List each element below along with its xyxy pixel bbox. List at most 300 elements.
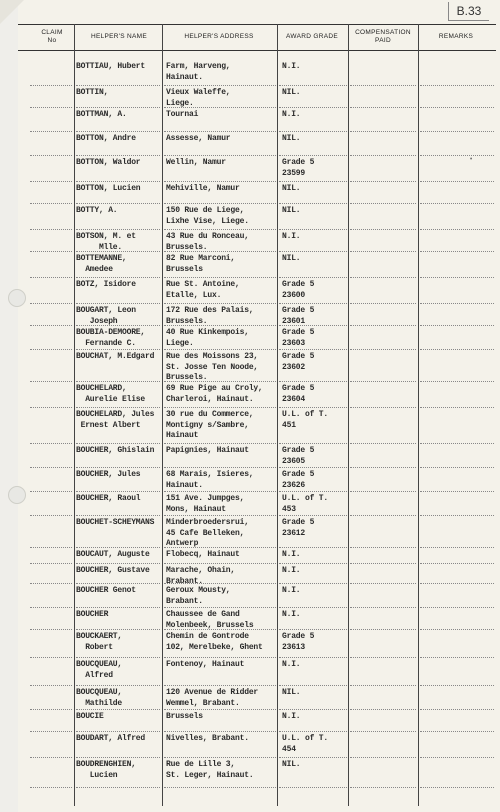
- dotted-rule: [350, 467, 416, 468]
- table-row: [0, 254, 500, 280]
- dotted-rule: [279, 515, 347, 516]
- dotted-rule: [350, 757, 416, 758]
- dotted-rule: [30, 515, 72, 516]
- table-row: [0, 446, 500, 470]
- dotted-rule: [30, 155, 72, 156]
- dotted-rule: [30, 349, 72, 350]
- dotted-rule: [30, 107, 72, 108]
- table-row: [0, 134, 500, 158]
- dotted-rule: [279, 443, 347, 444]
- cell-grade: NIL.: [282, 88, 301, 97]
- dotted-rule: [350, 131, 416, 132]
- cell-address: Nivelles, Brabant.: [166, 734, 249, 743]
- dotted-rule: [279, 757, 347, 758]
- cell-name: BOUCKAERT, Robert: [76, 632, 123, 652]
- dotted-rule: [164, 107, 276, 108]
- dotted-rule: [164, 607, 276, 608]
- cell-name: BOTTIN,: [76, 88, 109, 97]
- table-row: [0, 734, 500, 760]
- cell-address: Tournai: [166, 110, 199, 119]
- cell-name: BOTTON, Lucien: [76, 184, 141, 193]
- dotted-rule: [420, 349, 494, 350]
- dotted-rule: [30, 407, 72, 408]
- dotted-rule: [164, 547, 276, 548]
- cell-grade: N.I.: [282, 232, 301, 241]
- cell-name: BOUCHER: [76, 610, 109, 619]
- table-row: [0, 306, 500, 328]
- dotted-rule: [76, 155, 160, 156]
- dotted-rule: [350, 491, 416, 492]
- dotted-rule: [76, 229, 160, 230]
- dotted-rule: [30, 731, 72, 732]
- dotted-rule: [420, 303, 494, 304]
- cell-address: 30 rue du Commerce, Montigny s/Sambre, Hainaut: [166, 410, 254, 440]
- cell-name: BOUCHER Genot: [76, 586, 136, 595]
- dotted-rule: [76, 107, 160, 108]
- cell-address: Rue St. Antoine, Etalle, Lux.: [166, 280, 240, 300]
- cell-name: BOTTON, Waldor: [76, 158, 141, 167]
- dotted-rule: [30, 491, 72, 492]
- cell-address: Rue des Moissons 23, St. Josse Ten Noode, Brussels.: [166, 352, 259, 382]
- dotted-rule: [164, 563, 276, 564]
- dotted-rule: [76, 709, 160, 710]
- dotted-rule: [350, 155, 416, 156]
- dotted-rule: [350, 657, 416, 658]
- dotted-rule: [76, 607, 160, 608]
- dotted-rule: [76, 325, 160, 326]
- dotted-rule: [350, 583, 416, 584]
- cell-name: BOUDART, Alfred: [76, 734, 146, 743]
- cell-name: BOUCHET-SCHEYMANS: [76, 518, 155, 527]
- cell-grade: Grade 5 23612: [282, 518, 315, 538]
- table-row: [0, 110, 500, 134]
- dotted-rule: [164, 709, 276, 710]
- cell-grade: Grade 5 23601: [282, 306, 315, 326]
- cell-name: BOTTMAN, A.: [76, 110, 127, 119]
- dotted-rule: [30, 181, 72, 182]
- cell-grade: N.I.: [282, 586, 301, 595]
- dotted-rule: [350, 181, 416, 182]
- dotted-rule: [350, 731, 416, 732]
- dotted-rule: [279, 657, 347, 658]
- dotted-rule: [420, 629, 494, 630]
- dotted-rule: [164, 407, 276, 408]
- dotted-rule: [76, 467, 160, 468]
- dotted-rule: [30, 629, 72, 630]
- table-row: [0, 494, 500, 518]
- cell-grade: Grade 5 23602: [282, 352, 315, 372]
- dotted-rule: [30, 229, 72, 230]
- dotted-rule: [76, 407, 160, 408]
- dotted-rule: [350, 709, 416, 710]
- dotted-rule: [76, 131, 160, 132]
- cell-grade: N.I.: [282, 62, 301, 71]
- cell-name: BOUBIA-DEMOORE, Fernande C.: [76, 328, 146, 348]
- dotted-rule: [76, 349, 160, 350]
- cell-grade: Grade 5 23626: [282, 470, 315, 490]
- cell-name: BOUGART, Leon Joseph: [76, 306, 136, 326]
- dotted-rule: [279, 251, 347, 252]
- table-row: [0, 352, 500, 384]
- dotted-rule: [164, 131, 276, 132]
- dotted-rule: [350, 85, 416, 86]
- dotted-rule: [164, 277, 276, 278]
- dotted-rule: [420, 787, 494, 788]
- dotted-rule: [30, 757, 72, 758]
- dotted-rule: [30, 563, 72, 564]
- cell-grade: N.I.: [282, 610, 301, 619]
- dotted-rule: [350, 563, 416, 564]
- dotted-rule: [350, 349, 416, 350]
- dotted-rule: [279, 583, 347, 584]
- table-row: [0, 88, 500, 110]
- cell-name: BOUCHELARD, Jules Ernest Albert: [76, 410, 155, 430]
- cell-grade: NIL.: [282, 134, 301, 143]
- dotted-rule: [420, 467, 494, 468]
- dotted-rule: [76, 657, 160, 658]
- table-row: [0, 384, 500, 410]
- dotted-rule: [30, 203, 72, 204]
- dotted-rule: [164, 583, 276, 584]
- cell-name: BOTZ, Isidore: [76, 280, 136, 289]
- dotted-rule: [420, 181, 494, 182]
- dotted-rule: [30, 607, 72, 608]
- dotted-rule: [279, 731, 347, 732]
- dotted-rule: [76, 563, 160, 564]
- dotted-rule: [76, 251, 160, 252]
- cell-grade: U.L. of T. 454: [282, 734, 329, 754]
- dotted-rule: [420, 657, 494, 658]
- dotted-rule: [350, 229, 416, 230]
- dotted-rule: [76, 731, 160, 732]
- cell-address: 172 Rue des Palais, Brussels.: [166, 306, 254, 326]
- cell-address: 40 Rue Kinkempois, Liege.: [166, 328, 249, 348]
- dotted-rule: [279, 155, 347, 156]
- dotted-rule: [279, 381, 347, 382]
- dotted-rule: [164, 491, 276, 492]
- dotted-rule: [76, 629, 160, 630]
- dotted-rule: [76, 583, 160, 584]
- dotted-rule: [30, 303, 72, 304]
- page-reference: B.33: [448, 2, 489, 21]
- dotted-rule: [279, 85, 347, 86]
- cell-name: BOTTY, A.: [76, 206, 118, 215]
- cell-grade: NIL.: [282, 688, 301, 697]
- cell-name: BOTSON, M. et Mlle.: [76, 232, 136, 252]
- dotted-rule: [279, 349, 347, 350]
- header-helper-address: HELPER'S ADDRESS: [184, 33, 254, 40]
- dotted-rule: [164, 155, 276, 156]
- dotted-rule: [164, 303, 276, 304]
- dotted-rule: [30, 325, 72, 326]
- table-row: [0, 158, 500, 184]
- table-row: [0, 62, 500, 88]
- cell-name: BOUDRENGHIEN, Lucien: [76, 760, 136, 780]
- cell-address: Wellin, Namur: [166, 158, 226, 167]
- cell-grade: Grade 5 23604: [282, 384, 315, 404]
- cell-grade: Grade 5 23613: [282, 632, 315, 652]
- cell-grade: NIL.: [282, 760, 301, 769]
- cell-grade: NIL.: [282, 206, 301, 215]
- cell-name: BOTTON, Andre: [76, 134, 136, 143]
- dotted-rule: [76, 515, 160, 516]
- cell-address: Fontenoy, Hainaut: [166, 660, 245, 669]
- dotted-rule: [420, 381, 494, 382]
- dotted-rule: [420, 757, 494, 758]
- header-claim-no: CLAIM No: [41, 29, 63, 44]
- header-remarks: REMARKS: [438, 33, 474, 40]
- dotted-rule: [30, 131, 72, 132]
- cell-address: 68 Marais, Isieres, Hainaut.: [166, 470, 254, 490]
- dotted-rule: [350, 381, 416, 382]
- dotted-rule: [350, 107, 416, 108]
- dotted-rule: [420, 709, 494, 710]
- dotted-rule: [76, 203, 160, 204]
- dotted-rule: [164, 325, 276, 326]
- cell-grade: Grade 5 23599: [282, 158, 315, 178]
- cell-address: Mehiville, Namur: [166, 184, 240, 193]
- table-row: [0, 688, 500, 712]
- dotted-rule: [350, 325, 416, 326]
- dotted-rule: [420, 443, 494, 444]
- dotted-rule: [420, 277, 494, 278]
- dotted-rule: [279, 181, 347, 182]
- dotted-rule: [76, 85, 160, 86]
- header-helper-name: HELPER'S NAME: [90, 33, 148, 40]
- dotted-rule: [76, 303, 160, 304]
- dotted-rule: [350, 607, 416, 608]
- table-row: [0, 660, 500, 688]
- cell-name: BOUCHER, Gustave: [76, 566, 150, 575]
- dotted-rule: [30, 277, 72, 278]
- dotted-rule: [30, 787, 72, 788]
- cell-address: Farm, Harveng, Hainaut.: [166, 62, 231, 82]
- dotted-rule: [420, 131, 494, 132]
- cell-name: BOTTIAU, Hubert: [76, 62, 146, 71]
- dotted-rule: [279, 107, 347, 108]
- table-row: [0, 586, 500, 610]
- table-row: [0, 232, 500, 254]
- table-row: [0, 470, 500, 494]
- header-top-rule: [18, 24, 496, 25]
- dotted-rule: [76, 685, 160, 686]
- dotted-rule: [76, 277, 160, 278]
- dotted-rule: [30, 443, 72, 444]
- dotted-rule: [350, 547, 416, 548]
- cell-name: BOUCHELARD, Aurelie Elise: [76, 384, 146, 404]
- cell-address: Papignies, Hainaut: [166, 446, 249, 455]
- dotted-rule: [279, 325, 347, 326]
- dotted-rule: [30, 685, 72, 686]
- table-row: [0, 632, 500, 660]
- dotted-rule: [420, 731, 494, 732]
- cell-name: BOUCHER, Jules: [76, 470, 141, 479]
- table-row: [0, 760, 500, 790]
- dotted-rule: [279, 229, 347, 230]
- dotted-rule: [279, 685, 347, 686]
- stray-mark: •: [469, 156, 474, 164]
- cell-address: Flobecq, Hainaut: [166, 550, 240, 559]
- cell-name: BOUCQUEAU, Mathilde: [76, 688, 123, 708]
- dotted-rule: [420, 251, 494, 252]
- dotted-rule: [350, 515, 416, 516]
- dotted-rule: [164, 203, 276, 204]
- dotted-rule: [164, 467, 276, 468]
- table-row: [0, 518, 500, 550]
- dotted-rule: [164, 443, 276, 444]
- cell-grade: Grade 5 23605: [282, 446, 315, 466]
- table-row: [0, 712, 500, 734]
- dotted-rule: [164, 251, 276, 252]
- cell-grade: U.L. of T. 453: [282, 494, 329, 514]
- table-row: [0, 410, 500, 446]
- dotted-rule: [164, 381, 276, 382]
- dotted-rule: [420, 607, 494, 608]
- cell-address: Chaussee de Gand Molenbeek, Brussels: [166, 610, 254, 630]
- dotted-rule: [279, 607, 347, 608]
- cell-name: BOUCHAT, M.Edgard: [76, 352, 155, 361]
- dotted-rule: [420, 229, 494, 230]
- dotted-rule: [279, 203, 347, 204]
- table-row: [0, 566, 500, 586]
- cell-grade: Grade 5 23603: [282, 328, 315, 348]
- cell-name: BOUCHER, Ghislain: [76, 446, 155, 455]
- dotted-rule: [30, 85, 72, 86]
- dotted-rule: [30, 467, 72, 468]
- dotted-rule: [164, 229, 276, 230]
- dotted-rule: [279, 547, 347, 548]
- dotted-rule: [420, 563, 494, 564]
- header-compensation-paid: COMPENSATION PAID: [355, 29, 411, 44]
- dotted-rule: [420, 407, 494, 408]
- dotted-rule: [76, 443, 160, 444]
- table-row: [0, 206, 500, 232]
- dotted-rule: [279, 467, 347, 468]
- cell-grade: N.I.: [282, 110, 301, 119]
- dotted-rule: [164, 657, 276, 658]
- dotted-rule: [279, 709, 347, 710]
- cell-grade: Grade 5 23600: [282, 280, 315, 300]
- dotted-rule: [30, 381, 72, 382]
- dotted-rule: [350, 407, 416, 408]
- cell-grade: N.I.: [282, 550, 301, 559]
- dotted-rule: [30, 657, 72, 658]
- dotted-rule: [164, 731, 276, 732]
- cell-address: 69 Rue Pige au Croly, Charleroi, Hainaut.: [166, 384, 263, 404]
- cell-grade: N.I.: [282, 712, 301, 721]
- table-row: [0, 280, 500, 306]
- dotted-rule: [164, 85, 276, 86]
- cell-name: BOUCIE: [76, 712, 104, 721]
- dotted-rule: [350, 277, 416, 278]
- dotted-rule: [420, 685, 494, 686]
- cell-grade: NIL.: [282, 254, 301, 263]
- dotted-rule: [30, 709, 72, 710]
- dotted-rule: [420, 203, 494, 204]
- cell-address: Marache, Ohain, Brabant.: [166, 566, 236, 586]
- cell-address: 82 Rue Marconi, Brussels: [166, 254, 236, 274]
- table-row: [0, 184, 500, 206]
- dotted-rule: [350, 787, 416, 788]
- dotted-rule: [76, 547, 160, 548]
- header-award-grade: AWARD GRADE: [286, 33, 338, 40]
- dotted-rule: [350, 251, 416, 252]
- dotted-rule: [279, 563, 347, 564]
- cell-grade: NIL.: [282, 184, 301, 193]
- dotted-rule: [76, 757, 160, 758]
- dotted-rule: [164, 629, 276, 630]
- dotted-rule: [350, 629, 416, 630]
- cell-address: 43 Rue du Ronceau, Brussels.: [166, 232, 249, 252]
- header-bottom-rule: [18, 50, 496, 51]
- cell-address: Rue de Lille 3, St. Leger, Hainaut.: [166, 760, 254, 780]
- dotted-rule: [279, 407, 347, 408]
- dotted-rule: [164, 757, 276, 758]
- dotted-rule: [279, 277, 347, 278]
- dotted-rule: [420, 515, 494, 516]
- dotted-rule: [420, 583, 494, 584]
- dotted-rule: [76, 491, 160, 492]
- cell-address: Vieux Waleffe, Liege.: [166, 88, 231, 108]
- dotted-rule: [350, 303, 416, 304]
- dotted-rule: [164, 181, 276, 182]
- cell-address: Chemin de Gontrode 102, Merelbeke, Ghent: [166, 632, 263, 652]
- dotted-rule: [30, 583, 72, 584]
- dotted-rule: [164, 685, 276, 686]
- dotted-rule: [76, 381, 160, 382]
- dotted-rule: [420, 85, 494, 86]
- dotted-rule: [420, 547, 494, 548]
- cell-address: Geroux Mousty, Brabant.: [166, 586, 231, 606]
- table-row: [0, 328, 500, 352]
- cell-name: BOUCQUEAU, Alfred: [76, 660, 123, 680]
- cell-grade: U.L. of T. 451: [282, 410, 329, 430]
- table-row: [0, 550, 500, 566]
- cell-address: Minderbroedersrui, 45 Cafe Belleken, Antwerp: [166, 518, 249, 548]
- dotted-rule: [279, 787, 347, 788]
- cell-address: Brussels: [166, 712, 203, 721]
- dotted-rule: [350, 443, 416, 444]
- dotted-rule: [279, 303, 347, 304]
- cell-address: Assesse, Namur: [166, 134, 231, 143]
- dotted-rule: [164, 349, 276, 350]
- dotted-rule: [164, 515, 276, 516]
- dotted-rule: [350, 685, 416, 686]
- dotted-rule: [279, 629, 347, 630]
- dotted-rule: [164, 787, 276, 788]
- dotted-rule: [420, 155, 494, 156]
- dotted-rule: [420, 107, 494, 108]
- cell-address: 120 Avenue de Ridder Wemmel, Brabant.: [166, 688, 259, 708]
- dotted-rule: [30, 251, 72, 252]
- cell-name: BOTTEMANNE, Amedee: [76, 254, 127, 274]
- dotted-rule: [76, 787, 160, 788]
- dotted-rule: [76, 181, 160, 182]
- dotted-rule: [420, 325, 494, 326]
- cell-grade: N.I.: [282, 566, 301, 575]
- dotted-rule: [350, 203, 416, 204]
- cell-address: 151 Ave. Jumpges, Mons, Hainaut: [166, 494, 245, 514]
- cell-name: BOUCHER, Raoul: [76, 494, 141, 503]
- dotted-rule: [30, 547, 72, 548]
- cell-name: BOUCAUT, Auguste: [76, 550, 150, 559]
- dotted-rule: [420, 491, 494, 492]
- folded-corner: [0, 0, 24, 24]
- dotted-rule: [279, 491, 347, 492]
- table-row: [0, 610, 500, 632]
- dotted-rule: [279, 131, 347, 132]
- cell-grade: N.I.: [282, 660, 301, 669]
